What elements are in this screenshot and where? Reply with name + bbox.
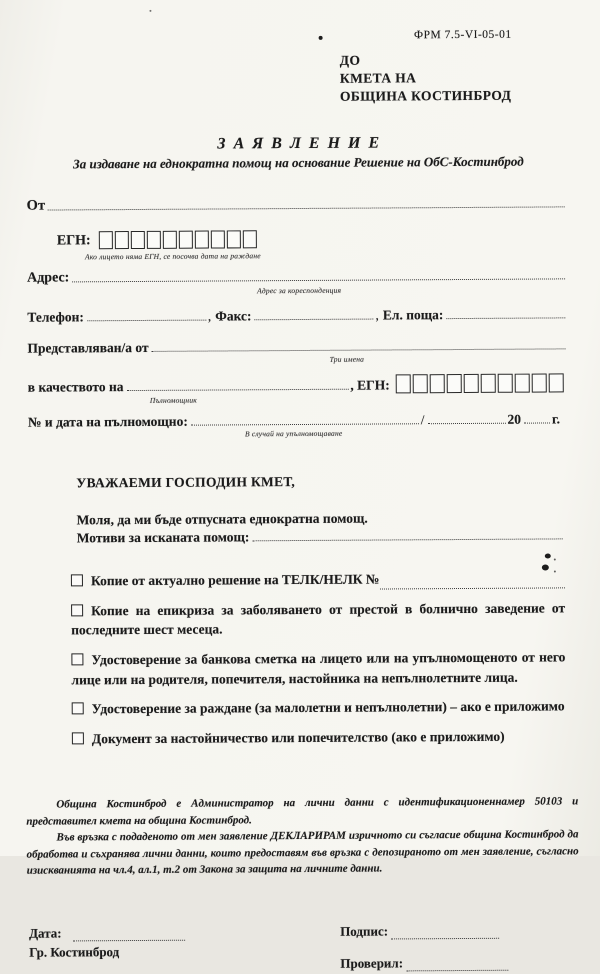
egn-label: ЕГН:	[56, 233, 91, 249]
motives-field-row	[77, 528, 565, 547]
city-line: Гр. Костинброд	[29, 943, 120, 960]
checklist-item	[71, 647, 565, 689]
attachments-checklist	[71, 569, 566, 749]
attachment-checkbox[interactable]	[72, 702, 84, 714]
capacity-field-row	[28, 374, 564, 396]
egn-cell	[99, 231, 113, 249]
poa-year-fill-line[interactable]	[524, 423, 550, 424]
fax-label: Факс:	[215, 308, 252, 324]
egn-cell	[243, 231, 257, 249]
privacy-declaration	[26, 794, 578, 880]
egn-cell	[396, 375, 411, 394]
represented-fill-line[interactable]	[152, 349, 566, 353]
poa-label: № и дата на пълномощно:	[27, 414, 188, 430]
egn-cell	[549, 374, 564, 393]
poa-year-suffix: г.	[551, 411, 560, 427]
phone-label: Телефон:	[27, 309, 84, 325]
motives-fill-line[interactable]	[252, 539, 562, 542]
checklist-item-text: Копие на епикриза за заболяването от престой в болнично заведение от последните шест месеца.	[71, 600, 566, 638]
from-label: От	[26, 197, 46, 214]
email-fill-line[interactable]	[446, 318, 565, 320]
signature-field-row	[340, 923, 508, 940]
address-caption: Адрес за кореспонденция	[257, 286, 342, 296]
egn-cell	[211, 231, 225, 249]
salutation: УВАЖАЕМИ ГОСПОДИН КМЕТ,	[76, 474, 296, 491]
checklist-item-text: Удостоверение за раждане (за малолетни и непълнолетни) – ако е приложимо	[91, 698, 565, 717]
request-line: Моля, да ми бъде отпусната еднократна помощ.	[76, 510, 368, 528]
egn-cell	[195, 231, 209, 249]
egn2-boxes[interactable]	[396, 374, 564, 394]
addressee-block	[340, 50, 598, 105]
egn-cell	[481, 374, 496, 393]
attachment-checkbox[interactable]	[71, 604, 83, 616]
checklist-item	[71, 598, 565, 640]
contacts-field-row	[27, 307, 567, 326]
egn-field-row	[57, 228, 599, 249]
phone-fill-line[interactable]	[87, 320, 206, 322]
addressee-line-2: КМЕТА НА	[339, 70, 417, 86]
egn-cell	[498, 374, 513, 393]
attachment-checkbox[interactable]	[71, 575, 83, 587]
poa-caption: В случай на упълномощаване	[245, 429, 343, 439]
egn-cell	[515, 374, 530, 393]
egn-note: Ако лицето няма ЕГН, се посочва дата на раждане	[84, 251, 261, 262]
attachment-checkbox[interactable]	[71, 653, 83, 665]
from-field-row	[27, 195, 567, 215]
egn-cell	[147, 231, 161, 249]
egn-cell	[447, 374, 462, 393]
addressee-line-3: ОБЩИНА КОСТИНБРОД	[339, 87, 512, 104]
separator-comma: ,	[207, 308, 212, 324]
egn-cell	[131, 231, 145, 249]
scan-artifact	[149, 10, 151, 12]
checklist-item-text: Удостоверение за банкова сметка на лицето или на упълномощеното от него лице или на родителя, попечителя, настойника на непълнолетните лица.	[71, 649, 566, 687]
poa-year-prefix: 20	[507, 411, 522, 428]
separator-comma: ,	[375, 307, 379, 323]
scan-artifact	[554, 570, 556, 572]
date-label: Дата:	[29, 925, 62, 941]
egn-cell	[115, 231, 129, 249]
checklist-item	[72, 726, 566, 749]
form-code: ФРМ 7.5-VI-05-01	[413, 28, 512, 42]
fax-fill-line[interactable]	[255, 319, 374, 321]
telk-number-fill-line[interactable]	[379, 576, 564, 589]
verified-label: Проверил:	[340, 955, 404, 971]
poa-separator: /	[420, 412, 425, 428]
checklist-item-text: Копие от актуално решение на ТЕЛК/НЕЛК №	[90, 571, 380, 589]
egn-cell	[430, 374, 445, 393]
form-title: ЗАЯВЛЕНИЕ	[217, 134, 388, 153]
capacity-egn-label: , ЕГН:	[350, 377, 390, 394]
addressee-line-1: ДО	[339, 52, 361, 68]
privacy-paragraph-1: Община Костинброд е Администратор на лични данни с идентификационеннамер 50103 и представител кмета на община Костинброд.	[26, 795, 579, 828]
egn-boxes[interactable]	[99, 231, 257, 250]
represented-label: Представляван/а от	[27, 340, 149, 356]
checklist-item	[71, 569, 565, 592]
address-field-row	[27, 268, 567, 287]
egn-cell	[464, 374, 479, 393]
address-label: Адрес:	[27, 270, 70, 286]
capacity-caption: Пълномощник	[149, 395, 198, 406]
capacity-fill-line[interactable]	[127, 389, 349, 391]
footer	[3, 922, 600, 974]
verified-fill-line[interactable]	[406, 959, 508, 972]
egn-cell	[227, 231, 241, 249]
from-fill-line[interactable]	[48, 207, 565, 211]
date-field-row	[29, 924, 185, 941]
represented-caption: Три имена	[329, 354, 365, 365]
scan-artifact	[542, 564, 549, 570]
email-label: Ел. поща:	[382, 307, 444, 323]
footer-left	[29, 924, 185, 973]
motives-label: Мотиви за исканата помощ:	[76, 529, 250, 546]
form-subtitle: За издаване на еднократна помощ на основание Решение на ОбС-Костинброд	[73, 154, 524, 172]
scan-artifact	[545, 553, 551, 558]
poa-number-fill-line[interactable]	[191, 424, 419, 426]
egn-cell	[532, 374, 547, 393]
egn-cell	[163, 231, 177, 249]
privacy-paragraph-2: Във връзка с подаденото от мен заявление ДЕКЛАРИРАМ изричното си съгласие община Костинброд да обработва и съхранява лични данни, които предоставям във връзка с депозираното от мен заявление, съгласно изискванията на чл.4, ал.1, т.2 от Закона за защита на личните данни.	[26, 828, 579, 877]
footer-right	[340, 923, 508, 972]
scan-artifact	[319, 36, 323, 40]
checklist-item-text: Документ за настойничество или попечителство (ако е приложимо)	[91, 728, 505, 746]
scan-artifact	[554, 558, 556, 560]
poa-date-fill-line[interactable]	[427, 423, 505, 424]
egn-cell	[179, 231, 193, 249]
capacity-label: в качеството на	[27, 379, 124, 395]
address-fill-line[interactable]	[72, 279, 565, 283]
egn-cell	[413, 375, 428, 394]
verified-field-row	[340, 955, 508, 972]
signature-label: Подпис:	[340, 923, 389, 939]
checklist-item	[72, 697, 566, 720]
date-fill-line[interactable]	[73, 928, 185, 941]
signature-fill-line[interactable]	[391, 927, 499, 940]
attachment-checkbox[interactable]	[72, 732, 84, 744]
